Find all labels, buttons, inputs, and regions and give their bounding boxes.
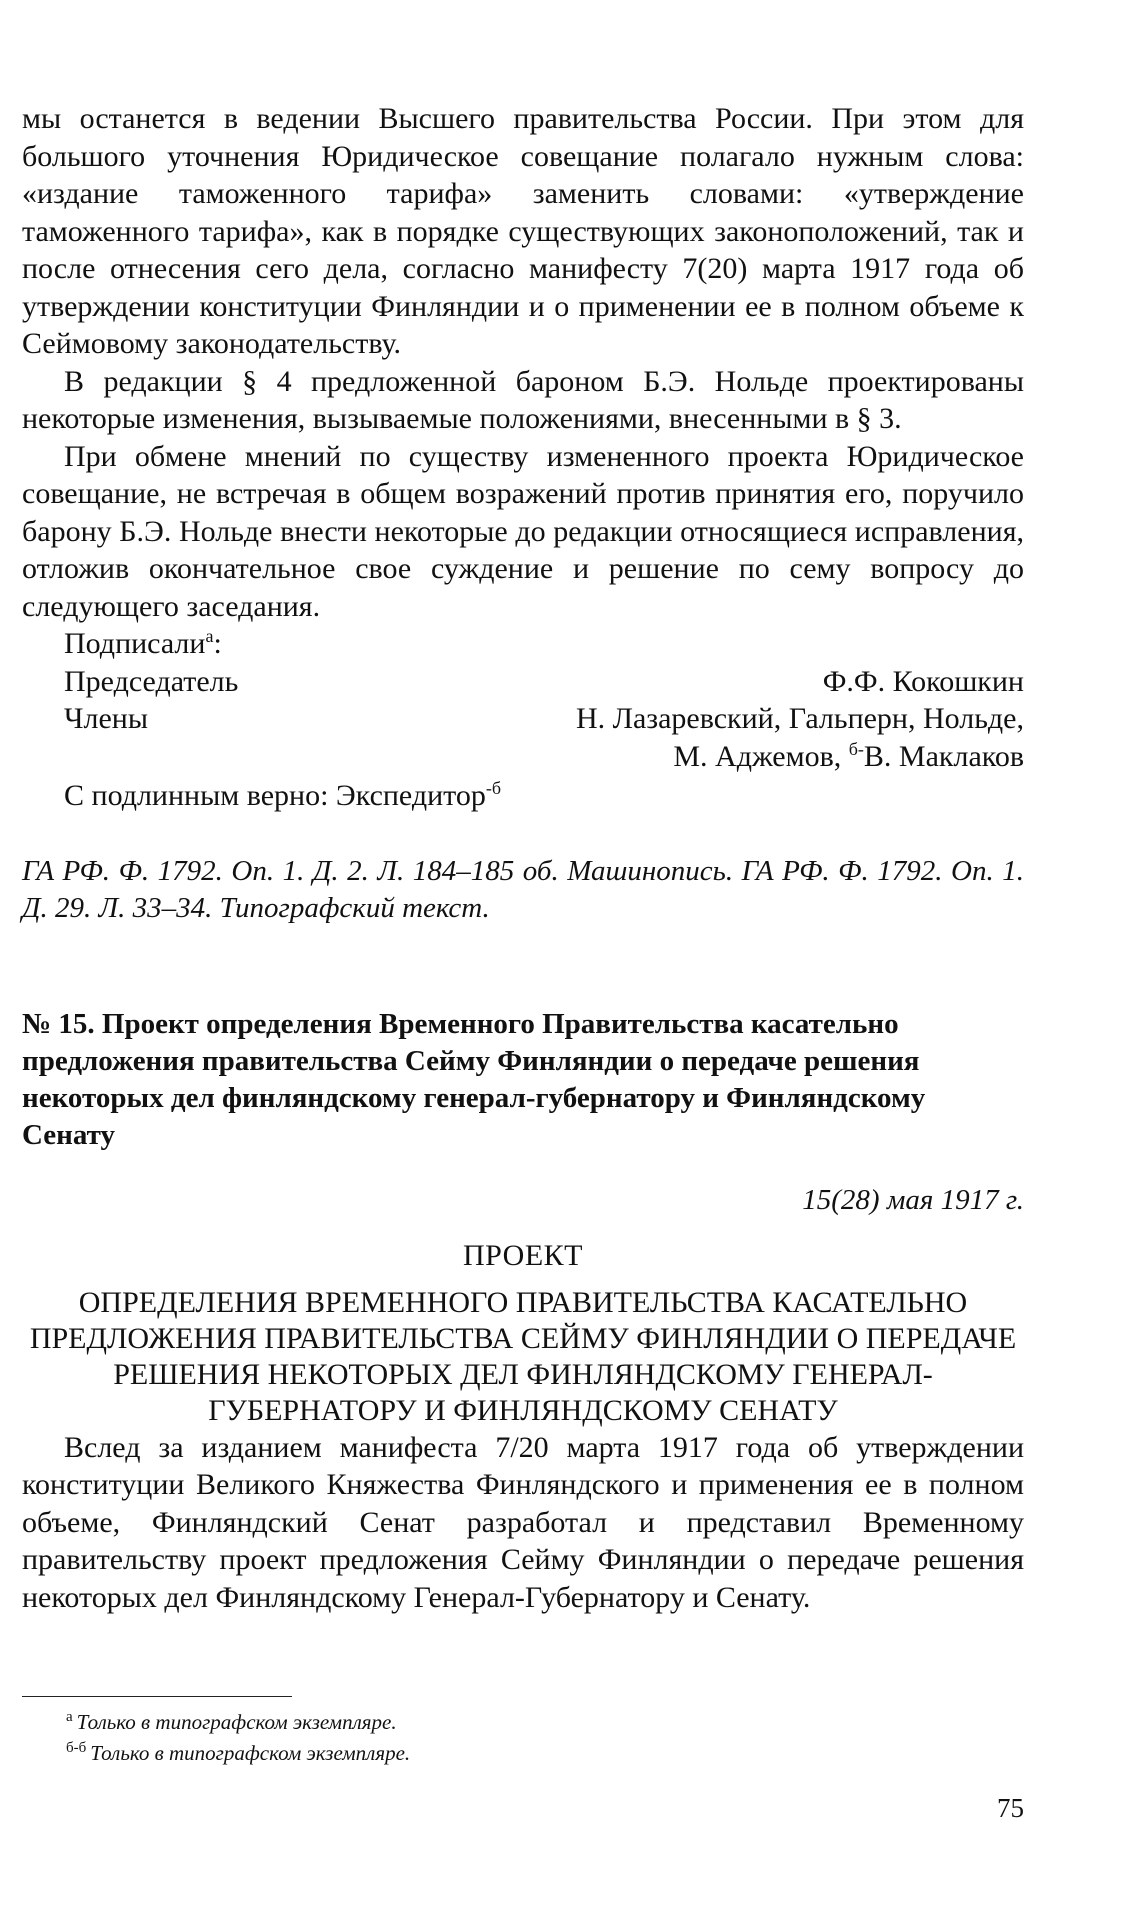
project-body: Вслед за изданием манифеста 7/20 марта 1917 года об утверждении конституции Великого Княжества Финляндского и применения ее в полном объеме, Финляндский Сенат разработал и представил Временному правительству проект предложения Сейму Финляндии о передаче решения некоторых дел Финляндскому Генерал-Губернатору и Сенату. (22, 1430, 1024, 1614)
footnotes (66, 1707, 410, 1769)
members-label: Члены (64, 702, 148, 735)
chair-label: Председатель (64, 664, 239, 698)
footnote-mark-b-end: -б (485, 778, 502, 798)
page-number: 75 (997, 1793, 1024, 1823)
project-label: ПРОЕКТ (462, 1238, 584, 1272)
chair-name: Ф.Ф. Кокошкин (822, 664, 1024, 698)
members-names-line2: М. Аджемов, $^{б-}$В. Маклаков (673, 738, 1024, 773)
members-names-line1: Н. Лазаревский, Гальперн, Нольде, (575, 702, 1024, 735)
copy-certification: С подлинным верно: Экспедитор$^{-б}$ (64, 778, 502, 812)
members-row (22, 700, 1024, 738)
signed-label: Подписали$^а$: (64, 626, 222, 660)
footnote-b-mark: б-б (66, 1740, 87, 1756)
footnote-a-mark: а (66, 1709, 73, 1725)
paragraph-redaction: В редакции § 4 предложенной бароном Б.Э. Нольде проектированы некоторые изменения, вызываемые положениями, внесенными в § 3. (22, 364, 1024, 435)
footnote-mark-a: а (205, 626, 214, 646)
signature-block (22, 625, 1024, 815)
document-date: 15(28) мая 1917 г. (802, 1183, 1024, 1216)
paragraph-continuation: мы останется в ведении Высшего правительства России. При этом для большого уточнения Юридическое совещание полагало нужным слова: «издание таможенного тарифа» заменить словами: «утверждение таможенного тарифа», как в порядке существующих законоположений, так и после отнесения сего дела, согласно манифесту 7(20) марта 1917 года об утверждении конституции Финляндии и о применении ее в полном объеме к Сеймовому законодательству. (22, 102, 1024, 360)
footnote-divider (22, 1696, 292, 1697)
archival-source: ГА РФ. Ф. 1792. Оп. 1. Д. 2. Л. 184–185 об. Машинопись. ГА РФ. Ф. 1792. Оп. 1. Д. 29. Л. 33–34. Типографский текст. (22, 854, 1024, 924)
project-title: ОПРЕДЕЛЕНИЯ ВРЕМЕННОГО ПРАВИТЕЛЬСТВА КАСАТЕЛЬНО ПРЕДЛОЖЕНИЯ ПРАВИТЕЛЬСТВА СЕЙМУ ФИНЛЯНДИИ О ПЕРЕДАЧЕ РЕШЕНИЯ НЕКОТОРЫХ ДЕЛ ФИНЛЯНДСКОМУ ГЕНЕРАЛ-ГУБЕРНАТОРУ И ФИНЛЯНДСКОМУ СЕНАТУ (29, 1285, 1017, 1427)
footnote-mark-b: б- (848, 738, 864, 759)
document-heading: № 15. Проект определения Временного Правительства касательно предложения правительства Сейму Финляндии о передаче решения некоторых дел финляндскому генерал-губернатору и Финляндскому Сенату (22, 1007, 926, 1151)
paragraph-exchange-opinions: При обмене мнений по существу измененного проекта Юридическое совещание, не встречая в общем возражений против принятия его, поручило барону Б.Э. Нольде внести некоторые до редакции относящиеся исправления, отложив окончательное свое суждение и решение по сему вопросу до следующего заседания. (22, 439, 1024, 623)
page-content (22, 100, 1024, 1616)
footnote-b: $^{б-б}$ Только в типографском экземпляре. (66, 1740, 411, 1765)
footnote-a: $^а$ Только в типографском экземпляре. (66, 1709, 397, 1734)
chair-row (22, 663, 1024, 701)
